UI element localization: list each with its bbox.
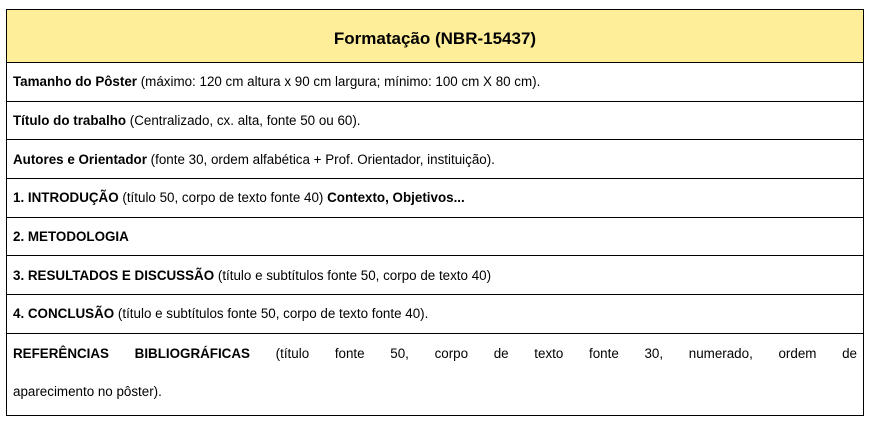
row-authors xyxy=(7,139,863,178)
row-label: 4. CONCLUSÃO xyxy=(13,306,115,322)
row-label: Título do trabalho xyxy=(13,113,127,129)
row-emphasis: Contexto, Objetivos... xyxy=(327,190,465,206)
row-text: (título 50, corpo de texto fonte 40) xyxy=(118,190,328,206)
row-references-line1 xyxy=(13,335,857,373)
table-header xyxy=(7,10,863,62)
row-text: (Centralizado, cx. alta, fonte 50 ou 60). xyxy=(126,113,361,129)
row-text: (título e subtítulos fonte 50, corpo de texto 40) xyxy=(214,267,492,283)
row-label: 2. METODOLOGIA xyxy=(13,229,129,245)
row-label: Autores e Orientador xyxy=(13,151,147,167)
row-label: Tamanho do Pôster xyxy=(13,74,137,90)
row-text: (máximo: 120 cm altura x 90 cm largura; mínimo: 100 cm X 80 cm). xyxy=(137,74,541,90)
row-introduction xyxy=(7,178,863,217)
table-title: Formatação (NBR-15437) xyxy=(333,29,537,48)
row-methodology xyxy=(7,217,863,256)
formatting-table xyxy=(6,9,864,416)
row-label: 1. INTRODUÇÃO xyxy=(13,190,119,206)
row-text: (título fonte 50, corpo de texto fonte 30, numerado, ordem de xyxy=(249,345,857,361)
row-conclusion xyxy=(7,294,863,333)
row-references xyxy=(7,333,863,415)
row-text: (fonte 30, ordem alfabética + Prof. Orientador, instituição). xyxy=(146,151,495,167)
row-work-title xyxy=(7,101,863,140)
row-results xyxy=(7,255,863,294)
row-label: 3. RESULTADOS E DISCUSSÃO xyxy=(13,267,215,283)
row-text: (título e subtítulos fonte 50, corpo de texto fonte 40). xyxy=(114,306,429,322)
row-label: REFERÊNCIAS BIBLIOGRÁFICAS xyxy=(13,345,250,361)
row-poster-size xyxy=(7,62,863,101)
row-references-line2: aparecimento no pôster). xyxy=(13,383,162,399)
